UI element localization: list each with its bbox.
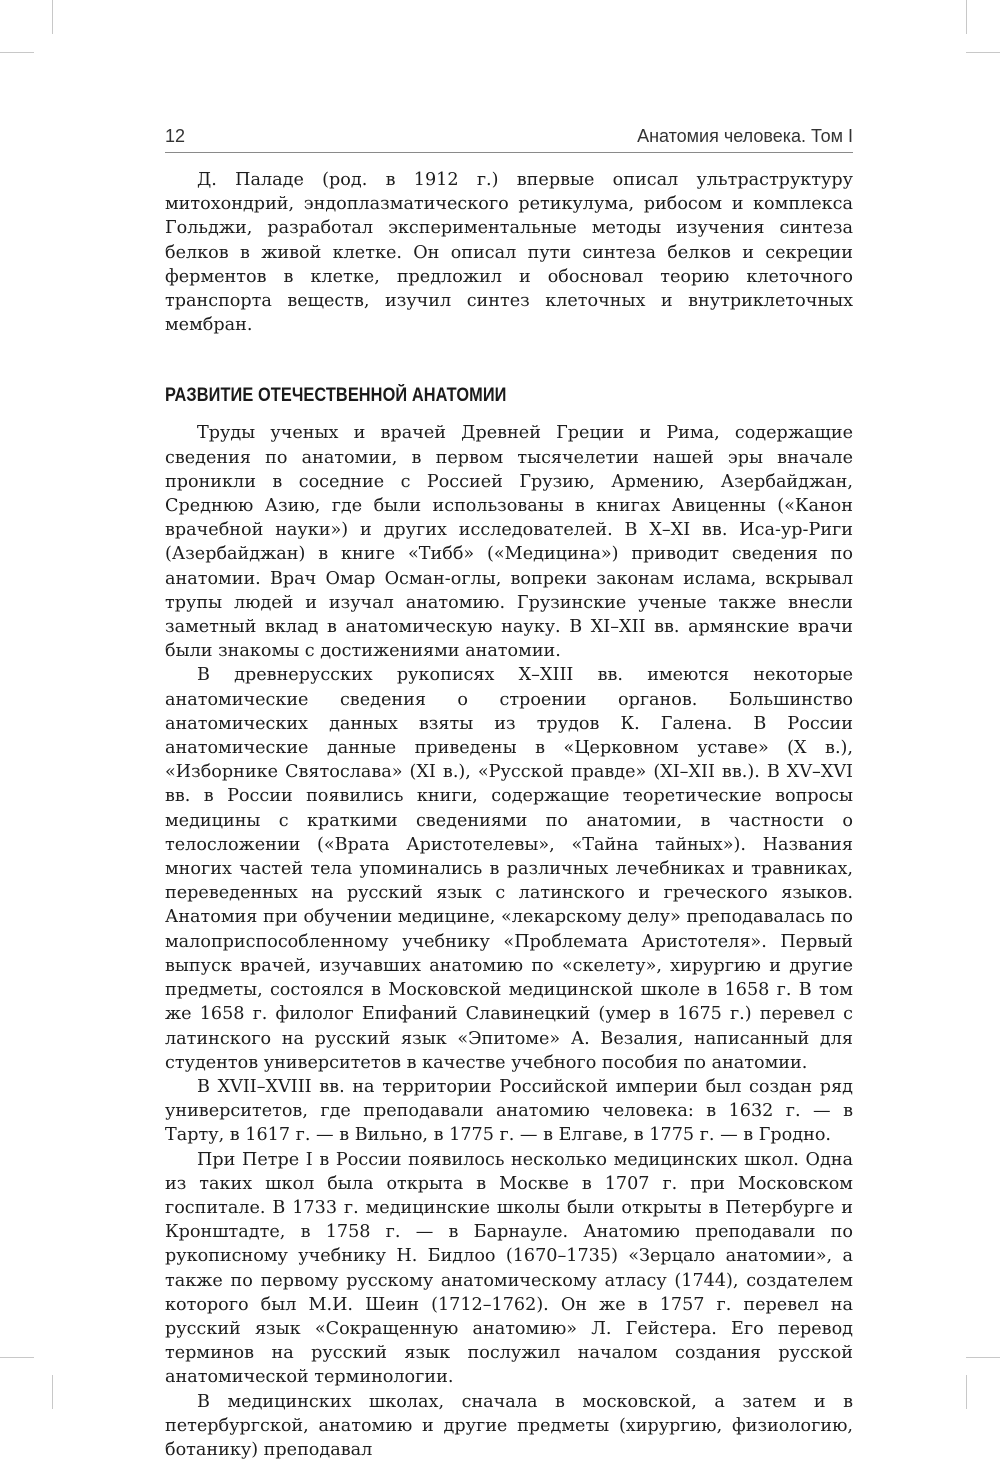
paragraph-4: При Петре I в России появилось несколько медицинских школ. Одна из таких школ была открыта в Москве в 1707 г. при Московском госпитале. В 1733 г. медицинские школы были открыты в Петербурге и Кронштадте, в 1758 г. — в Барнауле. Анатомию преподавали по рукописному учебнику Н. Бидлоо (1670–1735) «Зерцало анатомии», а также по первому русскому анатомическому атласу (1744), создателем которого был М.И. Шеин (1712–1762). Он же в 1757 г. перевел на русский язык «Сокращенную анатомию» Л. Гейстера. Его перевод терминов на русский язык послужил началом создания русской анатомической терминологии. [165, 1149, 853, 1388]
paragraph-5: В медицинских школах, сначала в московской, а затем и в петербургской, анатомию и другие предметы (хирургию, физиологию, ботанику) преподавал [165, 1391, 853, 1460]
crop-mark-top-right [966, 0, 967, 34]
crop-mark-top-left-h [0, 52, 34, 53]
paragraph-2: В древнерусских рукописях X–XIII вв. имеются некоторые анатомические сведения о строении органов. Большинство анатомических данных взяты из трудов К. Галена. В России анатомические данные приведены в «Церковном уставе» (X в.), «Изборнике Святослава» (XI в.), «Русской правде» (XI–XII вв.). В XV–XVI вв. в России появились книги, содержащие теоретические вопросы медицины с краткими сведениями по анатомии, в частности о телосложении («Врата Аристотелевы», «Тайна тайных»). Названия многих частей тела упоминались в различных лечебниках и травниках, переведенных на русский язык с латинского и греческого языков. Анатомия при обучении медицине, «лекарскому делу» преподавалась по малоприспособленному учебнику «Проблемата Аристотеля». Первый выпуск врачей, изучавших анатомию по «скелету», хирургию и другие предметы, состоялся в Московской медицинской школе в 1658 г. В том же 1658 г. филолог Епифаний Славинецкий (умер в 1675 г.) перевел с латинского на русский язык «Эпитоме» А. Везалия, написанный для студентов университетов в качестве учебного пособия по анатомии. [165, 665, 853, 1073]
crop-mark-bottom-left-h [0, 1357, 34, 1358]
crop-mark-bottom-right-h [966, 1357, 1000, 1358]
page-header [165, 122, 853, 153]
crop-mark-bottom-left [52, 1375, 53, 1409]
crop-mark-top-right-h [966, 52, 1000, 53]
paragraph-3: В XVII–XVIII вв. на территории Российской империи был создан ряд университетов, где преподавали анатомию человека: в 1632 г. — в Тарту, в 1617 г. — в Вильно, в 1775 г. — в Елгаве, в 1775 г. — в Гродно. [165, 1076, 853, 1146]
crop-mark-top-left [52, 0, 53, 34]
paragraph-1: Труды ученых и врачей Древней Греции и Рима, содержащие сведения по анатомии, в первом тысячелетии нашей эры вначале проникли в соседние с Россией Грузию, Армению, Азербайджан, Среднюю Азию, где были использованы в книгах Авиценны («Канон врачебной науки») и других исследователей. В X–XI вв. Иса-ур-Риги (Азербайджан) в книге «Тибб» («Медицина») приводит сведения по анатомии. Врач Омар Осман-оглы, вопреки законам ислама, вскрывал трупы людей и изучал анатомию. Грузинские ученые также внесли заметный вклад в анатомическую науку. В XI–XII вв. армянские врачи были знакомы с достижениями анатомии. [165, 423, 853, 662]
page-content [165, 168, 853, 1462]
page-number: 12 [165, 126, 186, 146]
crop-mark-bottom-right [966, 1375, 967, 1409]
section-heading: РАЗВИТИЕ ОТЕЧЕСТВЕННОЙ АНАТОМИИ [165, 385, 507, 407]
intro-paragraph: Д. Паладе (род. в 1912 г.) впервые описал ультраструктуру митохондрий, эндоплазматического ретикулума, рибосом и комплекса Гольджи, разработал экспериментальные методы изучения синтеза белков в живой клетке. Он описал пути синтеза белков и секреции ферментов в клетке, предложил и обосновал теорию клеточного транспорта веществ, изучил синтез клеточных и внутриклеточных мембран. [165, 170, 853, 336]
running-title: Анатомия человека. Том I [637, 126, 853, 146]
